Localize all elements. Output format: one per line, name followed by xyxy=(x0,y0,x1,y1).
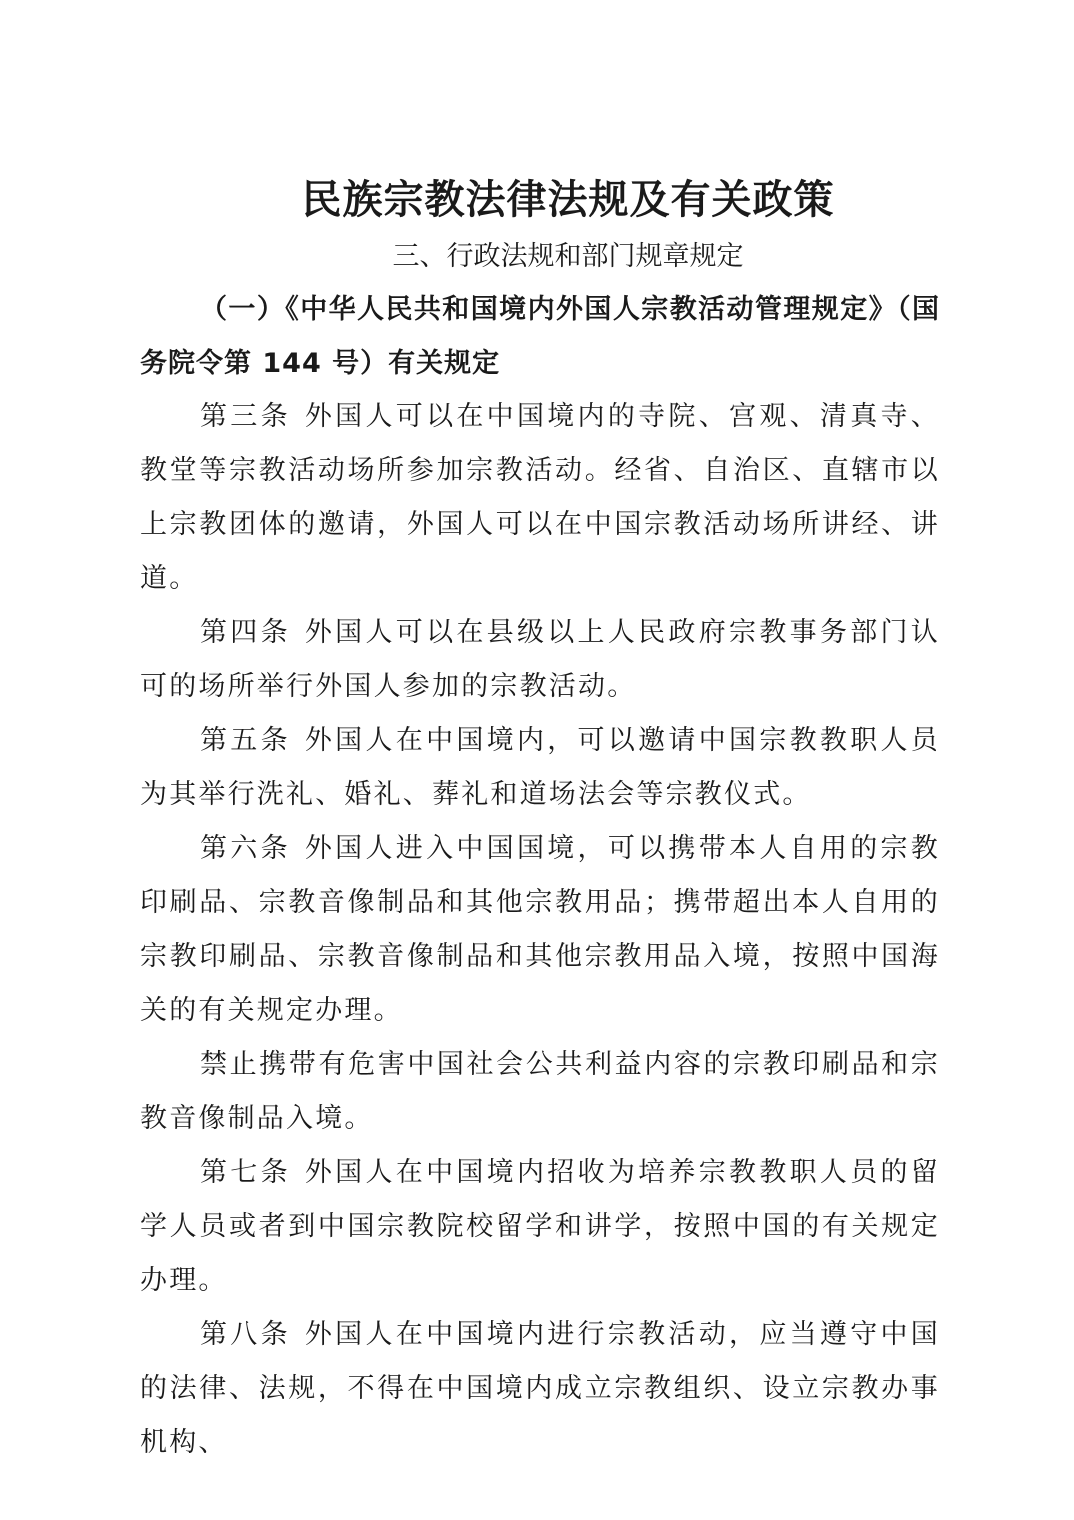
regulation-heading: （一）《中华人民共和国境内外国人宗教活动管理规定》（国务院令第 144 号）有关规定 xyxy=(140,294,940,379)
article-paragraph xyxy=(140,606,940,714)
section-subtitle: 三、行政法规和部门规章规定 xyxy=(392,241,744,272)
article-text: 外国人在中国境内，可以邀请中国宗教教职人员为其举行洗礼、婚礼、葬礼和道场法会等宗教仪式。 xyxy=(140,725,940,810)
article-paragraph xyxy=(140,1308,940,1470)
article-text: 外国人可以在中国境内的寺院、宫观、清真寺、教堂等宗教活动场所参加宗教活动。经省、自治区、直辖市以上宗教团体的邀请，外国人可以在中国宗教活动场所讲经、讲道。 xyxy=(140,401,940,594)
document-body xyxy=(140,390,940,1470)
article-paragraph xyxy=(140,714,940,822)
article-text: 外国人在中国境内进行宗教活动，应当遵守中国的法律、法规，不得在中国境内成立宗教组织、设立宗教办事机构、 xyxy=(140,1319,940,1458)
article-number: 第五条 xyxy=(200,725,291,756)
article-number: 第三条 xyxy=(200,401,291,432)
article-number: 第六条 xyxy=(200,833,291,864)
article-paragraph xyxy=(140,822,940,1038)
document-title: 民族宗教法律法规及有关政策 xyxy=(301,176,835,223)
article-text: 外国人可以在县级以上人民政府宗教事务部门认可的场所举行外国人参加的宗教活动。 xyxy=(140,617,940,702)
article-number: 第四条 xyxy=(200,617,291,648)
article-paragraph xyxy=(140,1038,940,1146)
article-number: 第七条 xyxy=(200,1157,291,1188)
article-paragraph xyxy=(140,390,940,606)
article-number: 第八条 xyxy=(200,1319,291,1350)
article-text: 禁止携带有危害中国社会公共利益内容的宗教印刷品和宗教音像制品入境。 xyxy=(140,1049,940,1134)
article-paragraph xyxy=(140,1146,940,1308)
article-text: 外国人在中国境内招收为培养宗教教职人员的留学人员或者到中国宗教院校留学和讲学，按照中国的有关规定办理。 xyxy=(140,1157,940,1296)
article-text: 外国人进入中国国境，可以携带本人自用的宗教印刷品、宗教音像制品和其他宗教用品；携带超出本人自用的宗教印刷品、宗教音像制品和其他宗教用品入境，按照中国海关的有关规定办理。 xyxy=(140,833,940,1026)
